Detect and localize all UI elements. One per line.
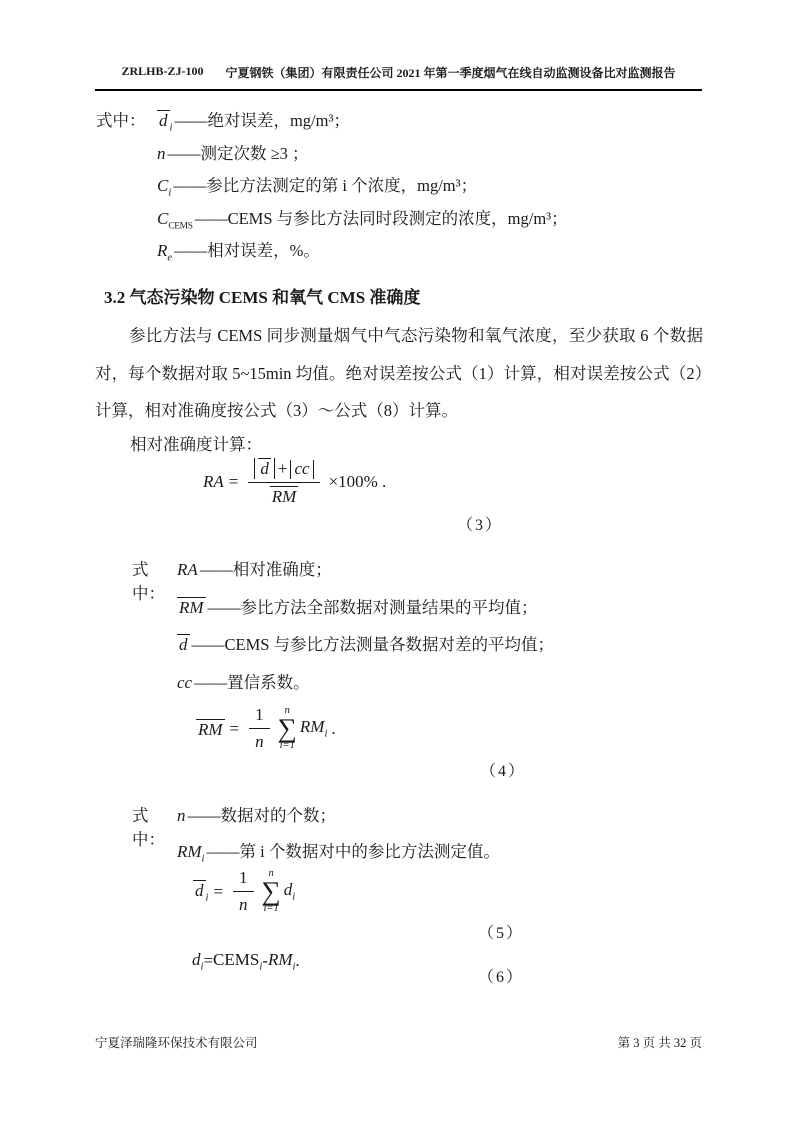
formula-d-mean [193, 868, 525, 942]
f6-tail: . [295, 951, 300, 971]
fraction: $\frac{1}{n}$ [249, 705, 270, 752]
formula-intro: 相对准确度计算： [130, 435, 262, 454]
footer-company: 宁夏泽瑞隆环保技术有限公司 [95, 1036, 258, 1050]
minus-sign: - [262, 951, 268, 971]
summation: n ∑ i=1 [261, 868, 281, 914]
term-rm-bar: RM [179, 597, 204, 617]
f6-t1: $d_i$ [192, 950, 204, 973]
def-desc: ——CEMS 与参比方法同时段测定的浓度，mg/m³； [194, 208, 568, 228]
term-ci: $C_i$ [157, 176, 172, 199]
page-header [95, 64, 702, 91]
def-desc: ——数据对的个数； [187, 806, 336, 825]
def-list-label: 式中： [132, 806, 165, 849]
def-row-rm-bar [132, 594, 554, 632]
f6-t3: $RM_i$ [267, 950, 296, 973]
def-row-re [96, 237, 568, 270]
def-row-ra [132, 556, 554, 603]
f4-lhs: RM [198, 719, 223, 739]
equation-number-4: （4） [480, 763, 527, 780]
equals-sign: = [228, 472, 239, 492]
term-n: n [177, 806, 186, 825]
equals-sign: = [229, 718, 240, 738]
equation-number-5: （5） [478, 925, 525, 942]
formula-di [192, 950, 525, 986]
def-desc: ——相对误差，%。 [174, 241, 320, 260]
def-row-d-bar [132, 631, 554, 669]
def-row-rmi [132, 838, 500, 874]
def-desc: ——参比方法测定的第 i 个浓度，mg/m³； [173, 176, 478, 195]
def-row-cc [132, 669, 554, 707]
doc-code: ZRLHB-ZJ-100 [121, 64, 204, 78]
formula-ra [203, 458, 504, 534]
term-n: n [157, 143, 166, 163]
def-row-di [96, 107, 568, 140]
term-di: d $_i$ [159, 111, 173, 134]
f5-lhs: d $_i$ [195, 880, 209, 904]
rm-bar: RM [271, 486, 297, 506]
def-desc: ——置信系数。 [194, 672, 310, 692]
term-re: $R_e$ [157, 241, 173, 264]
def-list-label: 式中： [132, 560, 165, 603]
fraction [248, 458, 319, 507]
term-ra: RA [177, 560, 198, 579]
sigma-symbol: ∑ [261, 876, 281, 907]
summation: n ∑ i=1 [277, 705, 297, 751]
abs-cc: cc [290, 460, 313, 479]
def-row-n [96, 140, 568, 173]
def-desc: ——相对准确度； [199, 560, 332, 579]
equals-sign: = [203, 951, 214, 971]
section-paragraph: 参比方法与 CEMS 同步测量烟气中气态污染物和氧气浓度，至少获取 6 个数据对，每个数据对取 5~15min 均值。绝对误差按公式（1）计算，相对误差按公式（2）计算，相对准确度按公式（3）～公式（8）计算。 [95, 326, 703, 420]
def-list-label: 式中： [96, 111, 146, 130]
term-cc: cc [177, 672, 193, 692]
f3-tail: ×100% . [328, 472, 387, 492]
page-number: 第 3 页 共 32 页 [617, 1036, 702, 1050]
f6-t2: $CEMS_i$ [213, 950, 263, 973]
equation-number-3: （3） [457, 517, 504, 534]
abs-d-bar: d [254, 458, 275, 479]
def-row-n2 [132, 802, 500, 849]
term-rmi: $RM_i$ [177, 842, 205, 865]
formula-rm-mean [196, 705, 527, 780]
equals-sign: = [213, 881, 224, 901]
def-row-ccems [96, 205, 568, 238]
doc-title: 宁夏钢铁（集团）有限责任公司 2021 年第一季度烟气在线自动监测设备比对监测报告 [225, 66, 676, 80]
equation-number-6: （6） [478, 969, 525, 986]
def-desc: ——CEMS 与参比方法测量各数据对差的平均值； [191, 635, 555, 654]
f4-body: $RM_i$ [299, 717, 328, 740]
f3-lhs: RA [203, 472, 224, 492]
section-heading: 3.2 气态污染物 CEMS 和氧气 CMS 准确度 [104, 288, 421, 307]
plus-sign: + [277, 458, 288, 478]
term-d-bar: d [179, 635, 188, 654]
def-desc: ——参比方法全部数据对测量结果的平均值； [207, 597, 538, 617]
fraction: $\frac{1}{n}$ [233, 868, 254, 915]
page-footer [95, 1033, 702, 1051]
def-desc: ——第 i 个数据对中的参比方法测定值。 [206, 842, 500, 861]
def-row-ci [96, 172, 568, 205]
f5-body: $d_i$ [283, 880, 296, 903]
def-desc: ——绝对误差，mg/m³； [174, 111, 350, 130]
sigma-symbol: ∑ [277, 713, 297, 744]
symbol-list-1 [96, 107, 568, 270]
symbol-list-3 [132, 802, 500, 874]
f4-tail: . [331, 718, 336, 738]
term-ccems: $C_{CEMS}$ [157, 208, 193, 231]
symbol-list-2 [132, 556, 554, 706]
def-desc: ——测定次数 ≥3 ； [167, 143, 309, 163]
